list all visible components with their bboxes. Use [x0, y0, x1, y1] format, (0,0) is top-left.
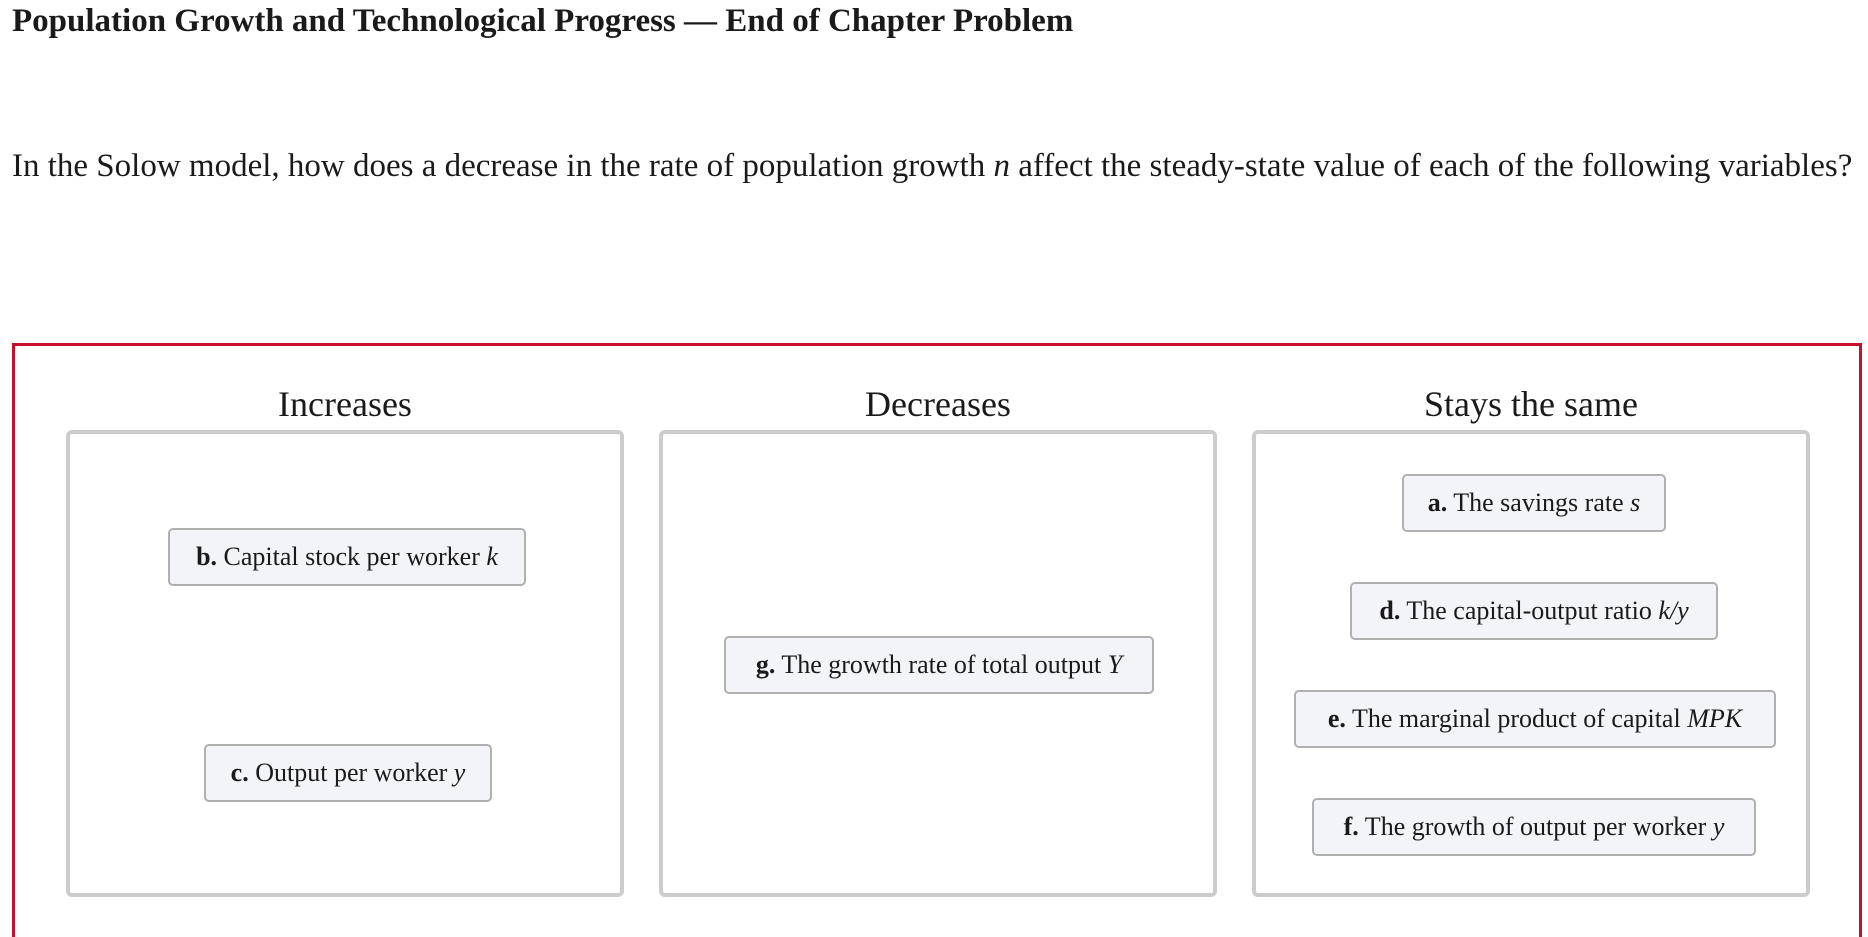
card-a-savings-rate[interactable] [1402, 474, 1666, 532]
column-heading-increases: Increases [278, 384, 412, 424]
card-g-growth-rate-of-total-output[interactable] [724, 636, 1154, 694]
card-b-capital-stock-per-worker[interactable] [168, 528, 526, 586]
card-variable: Y [1107, 650, 1123, 679]
column-heading-decreases: Decreases [865, 384, 1011, 424]
card-variable: MPK [1687, 704, 1743, 733]
card-variable: y [453, 758, 466, 787]
card-variable: y [1712, 812, 1725, 841]
question-text-after: affect the steady-state value of each of the following variables? [1010, 148, 1853, 184]
bin-decreases[interactable] [659, 430, 1217, 897]
card-f-growth-of-output-per-worker[interactable] [1312, 798, 1756, 856]
card-variable: k/y [1658, 596, 1689, 625]
card-letter: g. [755, 650, 776, 679]
question-text-before: In the Solow model, how does a decrease in the rate of population growth [12, 148, 994, 184]
card-letter: d. [1379, 596, 1401, 625]
page-title: Population Growth and Technological Progress — End of Chapter Problem [12, 3, 1074, 39]
card-label: The marginal product of capital [1345, 704, 1688, 733]
column-heading-stays-the-same: Stays the same [1424, 384, 1638, 424]
card-c-output-per-worker[interactable] [204, 744, 492, 802]
card-letter: c. [230, 758, 249, 787]
card-label: The savings rate [1447, 488, 1631, 517]
card-letter: b. [196, 542, 218, 571]
card-label: The growth rate of total output [775, 650, 1108, 679]
card-label: Output per worker [248, 758, 454, 787]
card-letter: e. [1327, 704, 1346, 733]
card-d-capital-output-ratio[interactable] [1350, 582, 1718, 640]
question-text [12, 139, 1862, 193]
bin-stays-the-same[interactable] [1252, 430, 1810, 897]
card-e-marginal-product-of-capital[interactable] [1294, 690, 1776, 748]
card-letter: f. [1343, 812, 1359, 841]
card-label: The capital-output ratio [1400, 596, 1659, 625]
card-variable: k [486, 542, 498, 571]
bin-increases[interactable] [66, 430, 624, 897]
card-variable: s [1630, 488, 1641, 517]
card-letter: a. [1427, 488, 1448, 517]
card-label: Capital stock per worker [217, 542, 487, 571]
card-label: The growth of output per worker [1358, 812, 1713, 841]
question-variable: n [993, 148, 1010, 184]
